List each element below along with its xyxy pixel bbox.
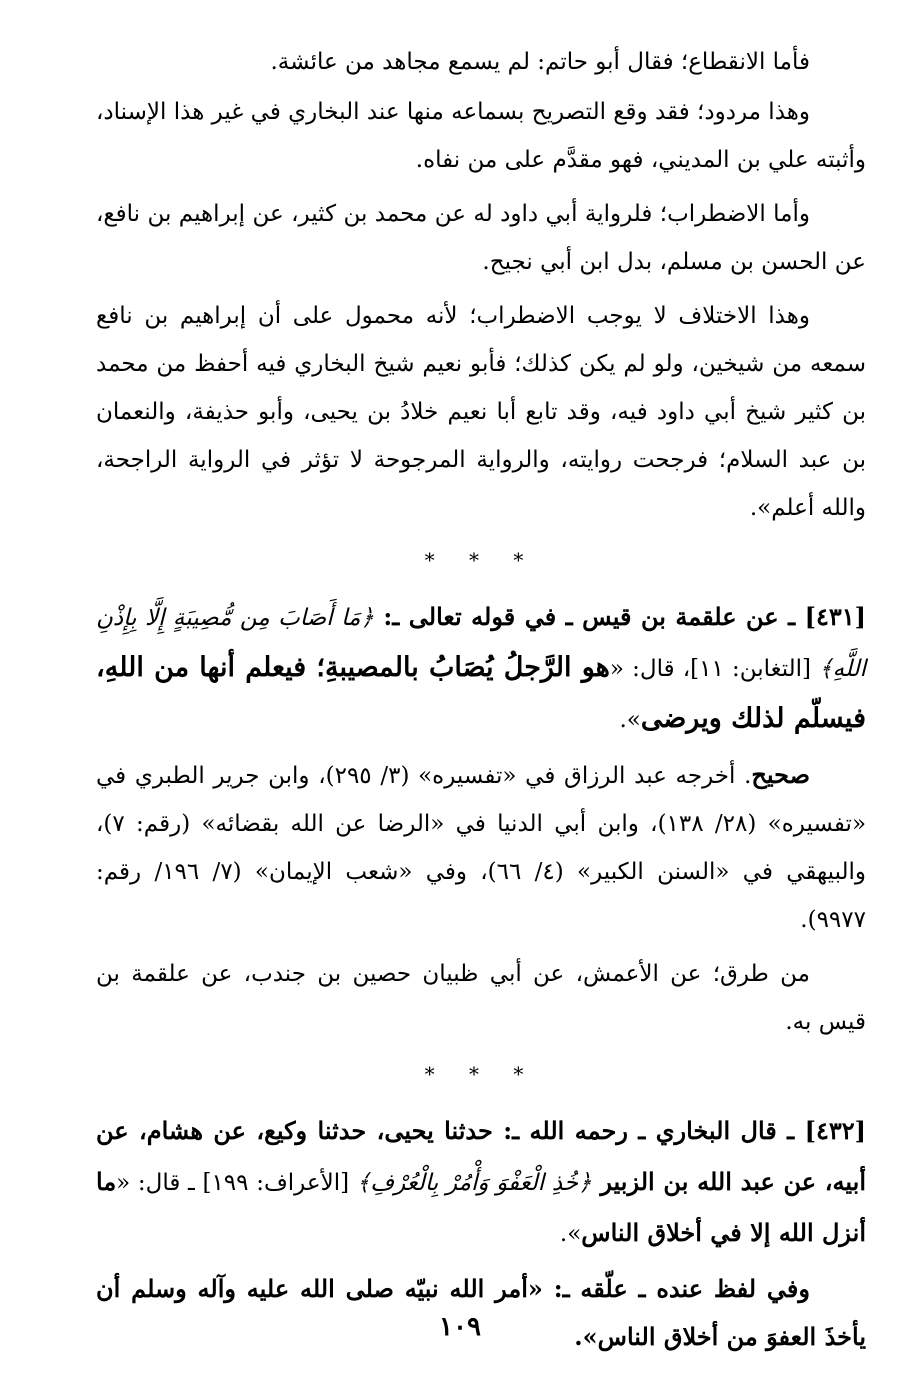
quote-close: ». — [619, 707, 641, 733]
paragraph-ikhtilaf: وهذا الاختلاف لا يوجب الاضطراب؛ لأنه محمول على أن إبراهيم بن نافع سمعه من شيخين، ولو لم يكن كذلك؛ فأبو نعيم شيخ البخاري فيه أحفظ من محمد بن كثير شيخ أبي داود فيه، وقد تابع أبا نعيم خلادُ بن يحيى، وأبو حذيفة، والنعمان بن عبد السلام؛ فرجحت روايته، والرواية المرجوحة لا تؤثر في الرواية الراجحة، والله أعلم». — [96, 303, 866, 521]
takhrij-text: . أخرجه عبد الرزاق في «تفسيره» (٣/ ٢٩٥)، وابن جرير الطبري في «تفسيره» (٢٨/ ١٣٨)، وابن أبي الدنيا في «الرضا عن الله بقضائه» (رقم: ٧)، والبيهقي في «السنن الكبير» (٤/ ٦٦)، وفي «شعب الإيمان» (٧/ ١٩٦/ رقم: ٩٩٧٧). — [96, 763, 867, 933]
grade-label: صحيح — [751, 760, 810, 789]
section-separator: * * * — [424, 548, 538, 572]
verse-citation: [التغابن: ١١]، قال: « — [609, 656, 820, 682]
quran-verse: ﴿مَا أَصَابَ مِن مُّصِيبَةٍ إِلَّا بِإِذْنِ اللَّهِ﴾ — [96, 605, 866, 682]
hadith-intro: ـ عن علقمة بن قيس ـ في قوله تعالى ـ: — [373, 602, 805, 631]
hadith-number: [٤٣١] — [804, 602, 867, 631]
paragraph-rebuttal: وهذا مردود؛ فقد وقع التصريح بسماعه منها عند البخاري في غير هذا الإسناد، وأثبته علي بن المديني، فهو مقدَّم على من نفاه. — [96, 99, 866, 173]
hadith-432-variant: وفي لفظ عنده ـ علّقه ـ: «أمر الله نبيّه صلى الله عليه وآله وسلم أن يأخذَ العفوَ من أخلاق الناس». — [96, 1274, 866, 1351]
hadith-432 — [96, 1106, 866, 1259]
hadith-431 — [96, 592, 866, 745]
takhrij-431 — [96, 751, 866, 944]
page-number: ١٠٩ — [439, 1312, 481, 1342]
page-body — [96, 38, 866, 1367]
hadith-text: هو الرَّجلُ يُصَابُ بالمصيبةِ؛ فيعلم أنها من اللهِ، فيسلّم لذلك ويرضى — [96, 652, 866, 734]
paragraph-idtirab: وأما الاضطراب؛ فلرواية أبي داود له عن محمد بن كثير، عن إبراهيم بن نافع، عن الحسن بن مسلم، بدل ابن أبي نجيح. — [96, 201, 866, 275]
hadith-text: ما أنزل الله إلا في أخلاق الناس — [96, 1167, 866, 1247]
section-separator-2: * * * — [424, 1062, 538, 1086]
verse-citation: [الأعراف: ١٩٩] ـ قال: « — [116, 1170, 357, 1196]
quote-close: ». — [559, 1221, 582, 1247]
hadith-number: [٤٣٢] — [804, 1116, 866, 1145]
hadith-intro: ـ قال البخاري ـ رحمه الله ـ: حدثنا يحيى، حدثنا وكيع، عن هشام، عن أبيه، عن عبد الله بن الزبير — [96, 1116, 866, 1196]
quran-verse: ﴿خُذِ الْعَفْوَ وَأْمُرْ بِالْعُرْفِ﴾ — [356, 1170, 592, 1196]
paragraph-inqita: فأما الانقطاع؛ فقال أبو حاتم: لم يسمع مجاهد من عائشة. — [270, 49, 810, 75]
chain-431: من طرق؛ عن الأعمش، عن أبي ظبيان حصين بن جندب، عن علقمة بن قيس به. — [96, 961, 866, 1035]
